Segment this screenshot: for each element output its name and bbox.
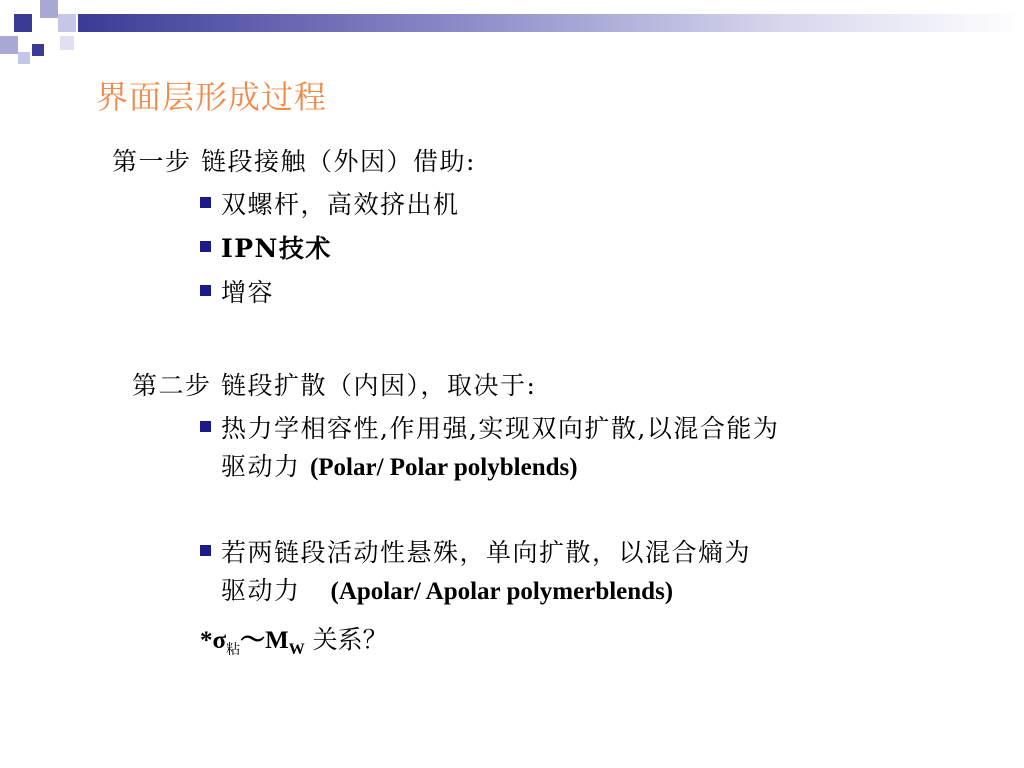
deco-square [40,0,58,18]
bullet-line-en: (Apolar/ Apolar polymerblends) [330,578,674,605]
bullet-text: IPN技术 [221,234,332,263]
bullet-line-cn: 驱动力 [221,452,310,481]
bullet-text-block [221,534,751,611]
bullet-line-en: (Polar/ Polar polyblends) [309,454,578,481]
list-item [200,186,460,224]
list-item [200,410,779,487]
header-gradient-bar [78,14,1024,32]
slide-title: 界面层形成过程 [96,78,328,116]
deco-square [18,52,30,64]
note-prefix: *σ [200,627,227,654]
deco-square [60,36,74,50]
step1-heading: 第一步 链段接触（外因）借助: [112,147,476,176]
deco-square [58,14,76,32]
list-item [200,534,751,611]
bullet-line: 若两链段活动性悬殊，单向扩散，以混合熵为 [221,538,752,567]
bullet-text: 增容 [221,278,275,307]
bullet-line [221,572,751,611]
bullet-line-cn: 驱动力 [221,576,301,605]
bullet-square-icon [200,197,211,208]
deco-square [32,44,44,56]
deco-square [0,36,18,54]
viscosity-note [200,620,388,659]
note-tilde: ～M [240,627,289,654]
bullet-square-icon [200,421,211,432]
bullet-square-icon [200,285,211,296]
note-subW: W [288,641,305,658]
note-sub: 粘 [226,642,241,658]
step2-heading: 第二步 链段扩散（内因），取决于: [132,371,537,400]
list-item [200,230,332,268]
bullet-square-icon [200,241,211,252]
list-item [200,274,274,312]
bullet-text-block [221,410,779,487]
deco-square [14,14,32,32]
bullet-line [221,448,779,487]
bullet-square-icon [200,545,211,556]
note-suffix: 关系？ [304,625,388,654]
bullet-line: 热力学相容性,作用强,实现双向扩散,以混合能为 [221,414,780,443]
bullet-text: 双螺杆，高效挤出机 [221,190,460,219]
